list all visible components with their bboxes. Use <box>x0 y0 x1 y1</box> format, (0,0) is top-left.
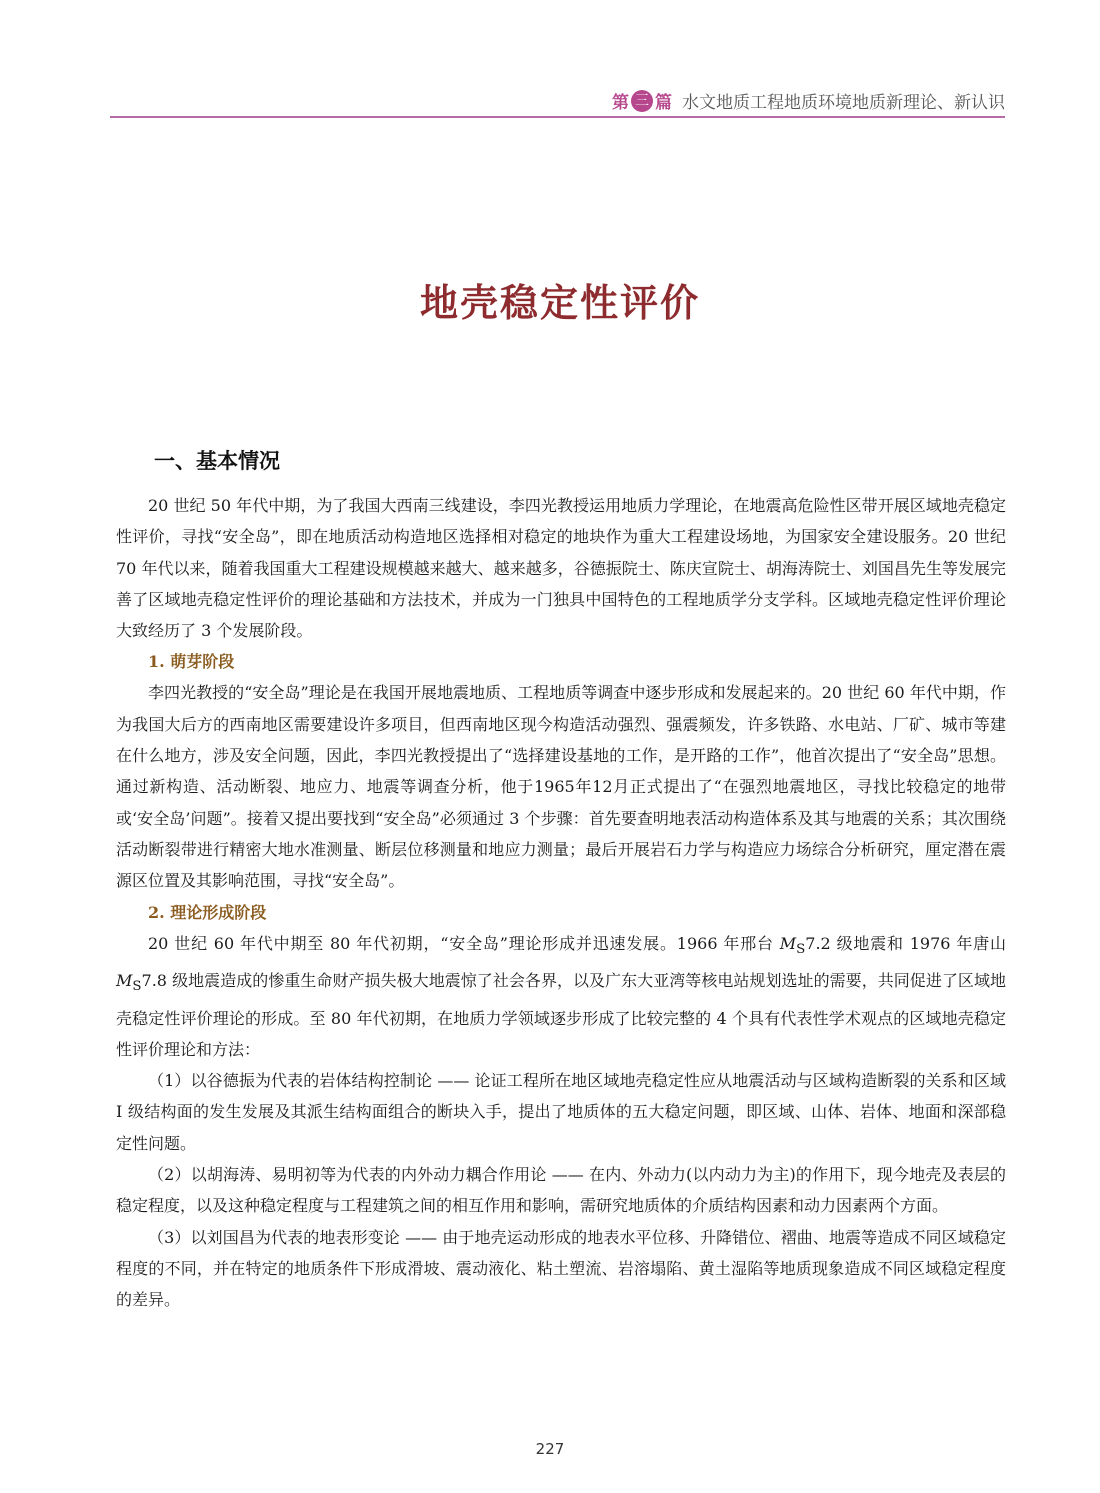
running-header-content <box>612 88 1005 113</box>
ms-symbol: M <box>779 933 797 953</box>
theory-item-2: （2）以胡海涛、易明初等为代表的内外动力耦合作用论 —— 在内、外动力(以内动力为主)的作用下，现今地壳及表层的稳定程度，以及这种稳定程度与工程建筑之间的相互作用和影响，需研究地质体的介质结构因素和动力因素两个方面。 <box>116 1165 1006 1216</box>
stage2-heading: 2. 理论形成阶段 <box>148 902 267 922</box>
part-number-badge: 三 <box>631 90 653 112</box>
stage2-text-b: 7.2 级地震和 1976 年唐山 <box>805 933 1006 953</box>
stage1-paragraph: 李四光教授的“安全岛”理论是在我国开展地震地质、工程地质等调查中逐步形成和发展起来的。20 世纪 60 年代中期，作为我国大后方的西南地区需要建设许多项目，但西南地区现今构造活动强烈、强震频发，许多铁路、水电站、厂矿、城市等建在什么地方，涉及安全问题，因此，李四光教授提出了“选择建设基地的工作，是开路的工作”，他首次提出了“安全岛”思想。通过新构造、活动断裂、地应力、地震等调查分析，他于1965年12月正式提出了“在强烈地震地区，寻找比较稳定的地带或‘安全岛’问题”。接着又提出要找到“安全岛”必须通过 3 个步骤：首先要查明地表活动构造体系及其与地震的关系；其次围绕活动断裂带进行精密大地水准测量、断层位移测量和地应力测量；最后开展岩石力学与构造应力场综合分析研究，厘定潜在震源区位置及其影响范围，寻找“安全岛”。 <box>116 683 1006 891</box>
ms-subscript: S <box>132 979 142 995</box>
section-heading: 一、基本情况 <box>154 449 280 473</box>
stage2-text-c: 7.8 级地震造成的惨重生命财产损失极大地震惊了社会各界，以及广东大亚湾等核电站规划选址的需要，共同促进了区域地壳稳定性评价理论的形成。至 80 年代初期，在地质力学领域逐步形成了比较完整的 4 个具有代表性学术观点的区域地壳稳定性评价理论和方法： <box>116 971 1006 1059</box>
theory-item-1: （1）以谷德振为代表的岩体结构控制论 —— 论证工程所在地区域地壳稳定性应从地震活动与区域构造断裂的关系和区域 Ⅰ 级结构面的发生发展及其派生结构面组合的断块入手，提出了地质体的五大稳定问题，即区域、山体、岩体、地面和深部稳定性问题。 <box>116 1071 1006 1153</box>
stage2-paragraph <box>116 928 1006 1066</box>
theory-item-3: （3）以刘国昌为代表的地表形变论 —— 由于地壳运动形成的地表水平位移、升降错位、褶曲、地震等造成不同区域稳定程度的不同，并在特定的地质条件下形成滑坡、震动液化、粘土塑流、岩溶塌陷、黄土湿陷等地质现象造成不同区域稳定程度的差异。 <box>116 1227 1006 1310</box>
page-title: 地壳稳定性评价 <box>419 281 700 325</box>
part-prefix: 第 <box>612 93 629 113</box>
ms-subscript: S <box>796 941 806 957</box>
part-suffix: 篇 <box>655 93 672 113</box>
stage1-heading: 1. 萌芽阶段 <box>148 652 235 672</box>
section-title: 水文地质工程地质环境地质新理论、新认识 <box>682 93 1005 113</box>
intro-paragraph: 20 世纪 50 年代中期，为了我国大西南三线建设，李四光教授运用地质力学理论，在地震高危险性区带开展区域地壳稳定性评价，寻找“安全岛”，即在地质活动构造地区选择相对稳定的地块作为重大工程建设场地，为国家安全建设服务。20 世纪 70 年代以来，随着我国重大工程建设规模越来越大、越来越多，谷德振院士、陈庆宣院士、胡海涛院士、刘国昌先生等发展完善了区域地壳稳定性评价的理论基础和方法技术，并成为一门独具中国特色的工程地质学分支学科。区域地壳稳定性评价理论大致经历了 3 个发展阶段。 <box>116 496 1006 641</box>
stage2-text-a: 20 世纪 60 年代中期至 80 年代初期，“安全岛”理论形成并迅速发展。1966 年邢台 <box>148 933 780 953</box>
main-content <box>116 444 1006 1316</box>
page-number: 227 <box>535 1440 565 1458</box>
ms-symbol: M <box>116 971 133 991</box>
running-header <box>110 86 1005 118</box>
